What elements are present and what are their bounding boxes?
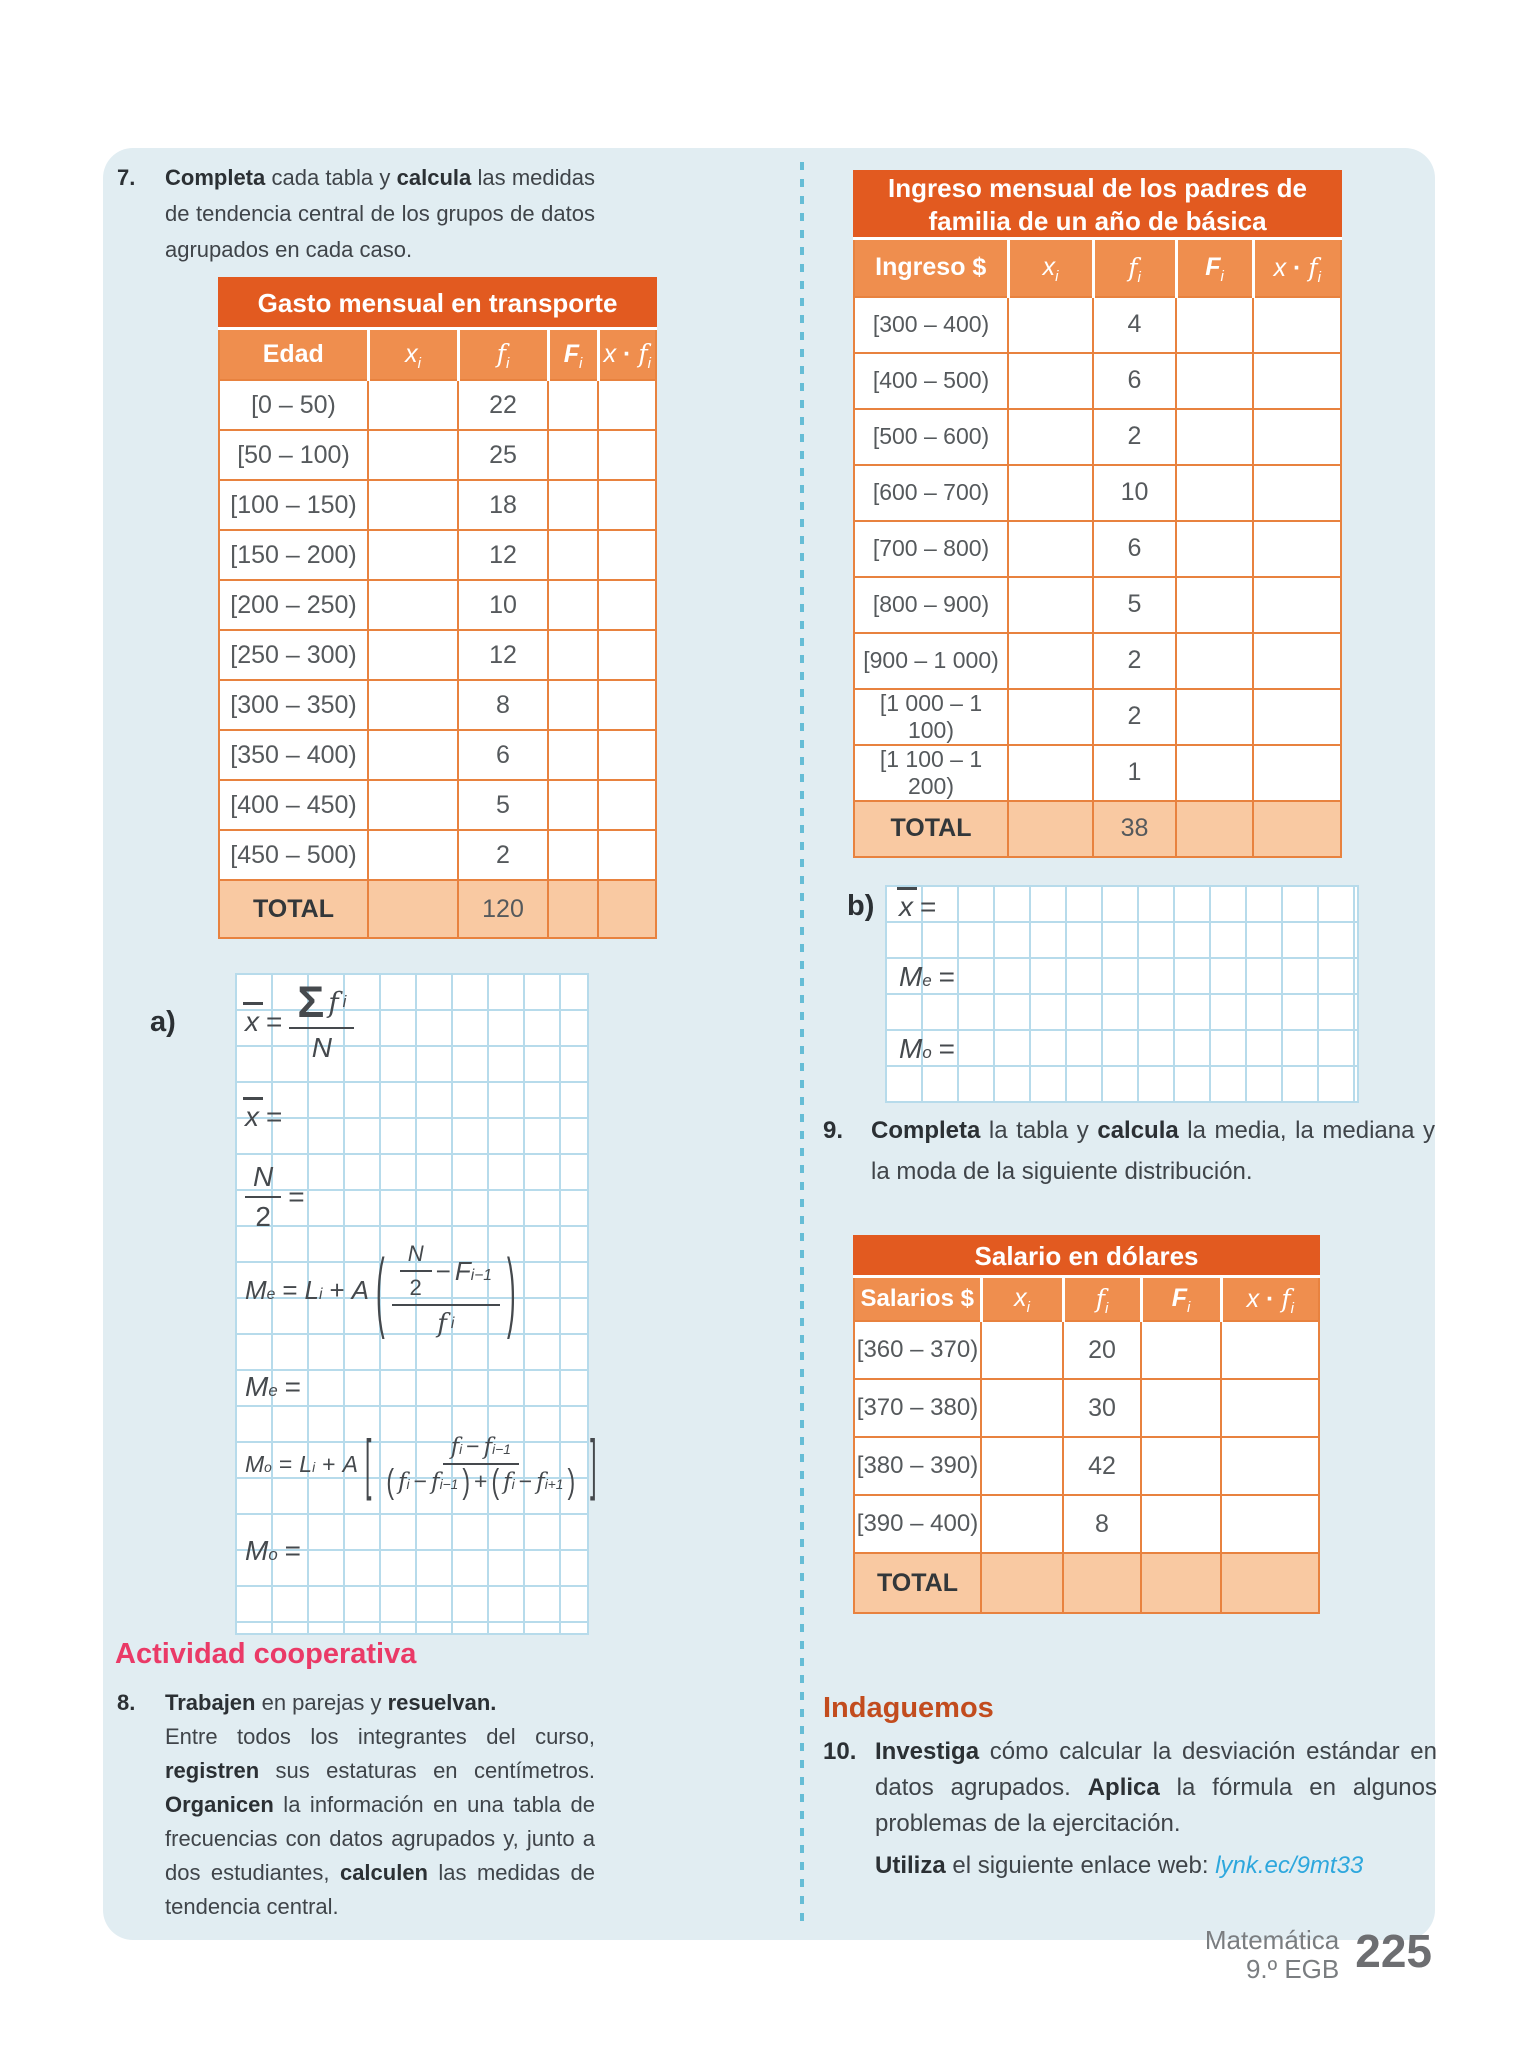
xfi-empty-cell [598,380,656,430]
col-header-fi: $f_i$ [458,328,548,380]
col-header-xi: $x_i$ [1008,239,1093,297]
col-header-xfi: $x \cdot f_i$ [598,328,656,380]
Fi-empty-cell [1176,465,1253,521]
xfi-empty-cell [1221,1321,1319,1379]
range-cell: [50 – 100) [219,430,368,480]
col-header-edad: Edad [219,328,368,380]
fi-cell: 8 [1063,1495,1141,1553]
table-row [219,530,656,580]
range-cell: [350 – 400) [219,730,368,780]
fi-cell: 6 [1093,521,1176,577]
Fi-empty-cell [1176,409,1253,465]
xi-empty-cell [981,1379,1063,1437]
xfi-empty-cell [1221,1379,1319,1437]
xfi-empty-cell [598,580,656,630]
range-cell: [200 – 250) [219,580,368,630]
table-title: Salario en dólares [854,1236,1319,1276]
xi-empty-cell [1008,633,1093,689]
range-cell: [150 – 200) [219,530,368,580]
footer-subject: Matemática 9.º EGB [1204,1925,1340,1984]
worksheet-b-gridpaper [885,885,1359,1103]
Fi-empty-cell [1176,297,1253,353]
exercise-10-link-line: Utiliza el siguiente enlace web: lynk.ec/9mt33 [875,1852,1364,1879]
xfi-empty-cell [1253,409,1341,465]
fi-cell: 2 [1093,633,1176,689]
fi-cell: 10 [1093,465,1176,521]
fi-cell: 12 [458,530,548,580]
activity-heading: Actividad cooperativa [115,1638,417,1670]
Fi-empty-cell [1176,577,1253,633]
part-a-label: a) [150,1006,176,1038]
Fi-empty-cell [1176,745,1253,801]
range-cell: [600 – 700) [854,465,1008,521]
fi-cell: 18 [458,480,548,530]
table-row [219,380,656,430]
range-cell: [390 – 400) [854,1495,981,1553]
table-row [854,1379,1319,1437]
formula-mode-definition: M o = L i + A [ f i − f i−1 ( f i − f i−1 ) + ( f i − f i+1 ) ] [245,1424,597,1501]
xi-empty-cell [981,1495,1063,1553]
fi-cell: 2 [458,830,548,880]
table-row [854,353,1341,409]
page-footer [1205,1926,1432,1984]
table-row [854,633,1341,689]
fi-cell: 25 [458,430,548,480]
table-title: Ingreso mensual de los padres de familia de un año de básica [854,171,1341,239]
xi-empty-cell [368,630,458,680]
xfi-empty-cell [1221,1437,1319,1495]
exercise-9-text: 9. Completa la tabla y calcula la media, la mediana y la moda de la siguiente distribución. [823,1117,1436,1185]
table-row [219,580,656,630]
Fi-empty-cell [1176,353,1253,409]
fi-cell: 12 [458,630,548,680]
total-row [854,1553,1319,1613]
formula-median-blank: M e = [899,961,956,992]
exercise-number: 7. [117,165,136,190]
range-cell: [370 – 380) [854,1379,981,1437]
exercise-7-text: 7. Completa cada tabla y calcula las medidas de tendencia central de los grupos de datos agrupados en cada caso. [117,160,595,268]
xfi-empty-cell [598,680,656,730]
xi-empty-cell [1008,521,1093,577]
xi-empty-cell [1008,297,1093,353]
fi-cell: 2 [1093,689,1176,745]
Fi-empty-cell [1141,1437,1221,1495]
range-cell: [250 – 300) [219,630,368,680]
table-row [219,480,656,530]
exercise-10-text: 10. Investiga cómo calcular la desviación estándar en datos agrupados. Aplica la fórmula en algunos problemas de la ejercitación. [823,1738,1437,1837]
range-cell: [300 – 350) [219,680,368,730]
col-header-Fi: $F_i$ [1141,1276,1221,1321]
col-header-Fi: $F_i$ [1176,239,1253,297]
range-cell: [400 – 450) [219,780,368,830]
xi-empty-cell [1008,745,1093,801]
xfi-empty-cell [1253,577,1341,633]
gasto-table [218,277,657,939]
fi-cell: 42 [1063,1437,1141,1495]
Fi-empty-cell [548,480,598,530]
xfi-empty-cell [1253,745,1341,801]
xi-empty-cell [981,1437,1063,1495]
xi-empty-cell [368,380,458,430]
table-row [219,780,656,830]
Fi-empty-cell [548,730,598,780]
formula-mode-blank: M o = [245,1535,302,1566]
total-label: TOTAL [854,801,1008,857]
Fi-empty-cell [1176,633,1253,689]
col-header-xi: $x_i$ [981,1276,1063,1321]
fi-cell: 8 [458,680,548,730]
table-row [854,689,1341,745]
total-label: TOTAL [854,1553,981,1613]
total-fi: 120 [458,880,548,938]
total-row [854,801,1341,857]
xi-empty-cell [368,580,458,630]
exercise-7 [117,160,595,268]
table-row [219,630,656,680]
range-cell: [360 – 370) [854,1321,981,1379]
xfi-empty-cell [598,480,656,530]
fi-cell: 10 [458,580,548,630]
xfi-empty-cell [1253,465,1341,521]
formula-median-blank: M e = [245,1371,302,1402]
range-cell: [100 – 150) [219,480,368,530]
xfi-empty-cell [1253,521,1341,577]
Fi-empty-cell [1141,1321,1221,1379]
web-link[interactable]: lynk.ec/9mt33 [1215,1852,1364,1879]
xi-empty-cell [368,530,458,580]
xi-empty-cell [1008,409,1093,465]
table-row [219,430,656,480]
table-row [854,465,1341,521]
table-row [854,409,1341,465]
fi-cell: 5 [458,780,548,830]
range-cell: [380 – 390) [854,1437,981,1495]
content-panel [103,148,1435,1940]
table-title: Gasto mensual en transporte [219,278,656,328]
total-fi: 38 [1093,801,1176,857]
xi-empty-cell [368,430,458,480]
fi-cell: 2 [1093,409,1176,465]
xi-empty-cell [1008,353,1093,409]
formula-mean-blank: x = [245,1101,283,1132]
ingreso-table [853,170,1342,858]
Fi-empty-cell [548,680,598,730]
xfi-empty-cell [598,780,656,830]
Fi-empty-cell [548,380,598,430]
table-row [854,1437,1319,1495]
table-row [854,297,1341,353]
formula-mode-blank: M o = [899,1033,956,1064]
xfi-empty-cell [1253,353,1341,409]
worksheet-a-gridpaper [235,973,597,1635]
xi-empty-cell [981,1321,1063,1379]
fi-cell: 5 [1093,577,1176,633]
Fi-empty-cell [1176,689,1253,745]
range-cell: [900 – 1 000) [854,633,1008,689]
column-divider-dotted [800,162,804,1926]
fi-cell: 1 [1093,745,1176,801]
fi-cell: 6 [1093,353,1176,409]
Fi-empty-cell [1141,1379,1221,1437]
col-header-fi: $f_i$ [1063,1276,1141,1321]
range-cell: [300 – 400) [854,297,1008,353]
xfi-empty-cell [1253,297,1341,353]
table-row [854,1321,1319,1379]
table-row [219,830,656,880]
table-row [219,730,656,780]
range-cell: [700 – 800) [854,521,1008,577]
xi-empty-cell [1008,689,1093,745]
total-label: TOTAL [219,880,368,938]
xfi-empty-cell [598,730,656,780]
exercise-9 [823,1110,1435,1192]
xfi-empty-cell [1253,633,1341,689]
xi-empty-cell [368,680,458,730]
range-cell: [0 – 50) [219,380,368,430]
col-header-xi: $x_i$ [368,328,458,380]
col-header-fi: $f_i$ [1093,239,1176,297]
table-row [854,521,1341,577]
xfi-empty-cell [1221,1495,1319,1553]
fi-cell: 30 [1063,1379,1141,1437]
xi-empty-cell [368,830,458,880]
Fi-empty-cell [548,580,598,630]
table-row [854,745,1341,801]
xi-empty-cell [368,480,458,530]
page-number: 225 [1355,1925,1432,1977]
exercise-8 [117,1686,595,1924]
total-row [219,880,656,938]
exercise-10 [823,1734,1437,1884]
Fi-empty-cell [1141,1495,1221,1553]
Fi-empty-cell [548,530,598,580]
xfi-empty-cell [598,830,656,880]
indaguemos-heading: Indaguemos [823,1692,994,1724]
Fi-empty-cell [548,630,598,680]
Fi-empty-cell [548,430,598,480]
exercise-8-lead: 8. Trabajen en parejas y resuelvan. [117,1690,497,1715]
table-row [854,1495,1319,1553]
col-header-xfi: $x \cdot f_i$ [1253,239,1341,297]
formula-mean-blank: x = [899,891,937,922]
table-row [219,680,656,730]
table-row [854,577,1341,633]
exercise-8-body: Entre todos los integrantes del curso, registren sus estaturas en centímetros. Organicen la información en una tabla de frecuencias con datos agrupados y, junto a dos estudiantes, calculen las medidas de tendencia central. [165,1724,595,1919]
range-cell: [1 100 – 1 200) [854,745,1008,801]
fi-cell: 6 [458,730,548,780]
xfi-empty-cell [1253,689,1341,745]
col-header-ingreso: Ingreso $ [854,239,1008,297]
salario-table [853,1235,1320,1614]
range-cell: [450 – 500) [219,830,368,880]
range-cell: [500 – 600) [854,409,1008,465]
Fi-empty-cell [548,830,598,880]
xi-empty-cell [1008,577,1093,633]
xi-empty-cell [1008,465,1093,521]
col-header-Fi: $F_i$ [548,328,598,380]
xi-empty-cell [368,730,458,780]
xi-empty-cell [368,780,458,830]
col-header-salarios: Salarios $ [854,1276,981,1321]
range-cell: [800 – 900) [854,577,1008,633]
fi-cell: 4 [1093,297,1176,353]
total-fi [1063,1553,1141,1613]
formula-mean-definition: x = Σ f i N [245,981,354,1064]
range-cell: [400 – 500) [854,353,1008,409]
range-cell: [1 000 – 1 100) [854,689,1008,745]
formula-median-definition: M e = L i + A ( $\frac{N}{2}$ − F i−1 f i ) [245,1239,516,1341]
col-header-xfi: $x \cdot f_i$ [1221,1276,1319,1321]
fi-cell: 20 [1063,1321,1141,1379]
Fi-empty-cell [1176,521,1253,577]
part-b-label: b) [847,890,875,922]
formula-n-half: $\frac{N}{2}$ = [245,1161,305,1233]
xfi-empty-cell [598,430,656,480]
xfi-empty-cell [598,630,656,680]
xfi-empty-cell [598,530,656,580]
Fi-empty-cell [548,780,598,830]
fi-cell: 22 [458,380,548,430]
